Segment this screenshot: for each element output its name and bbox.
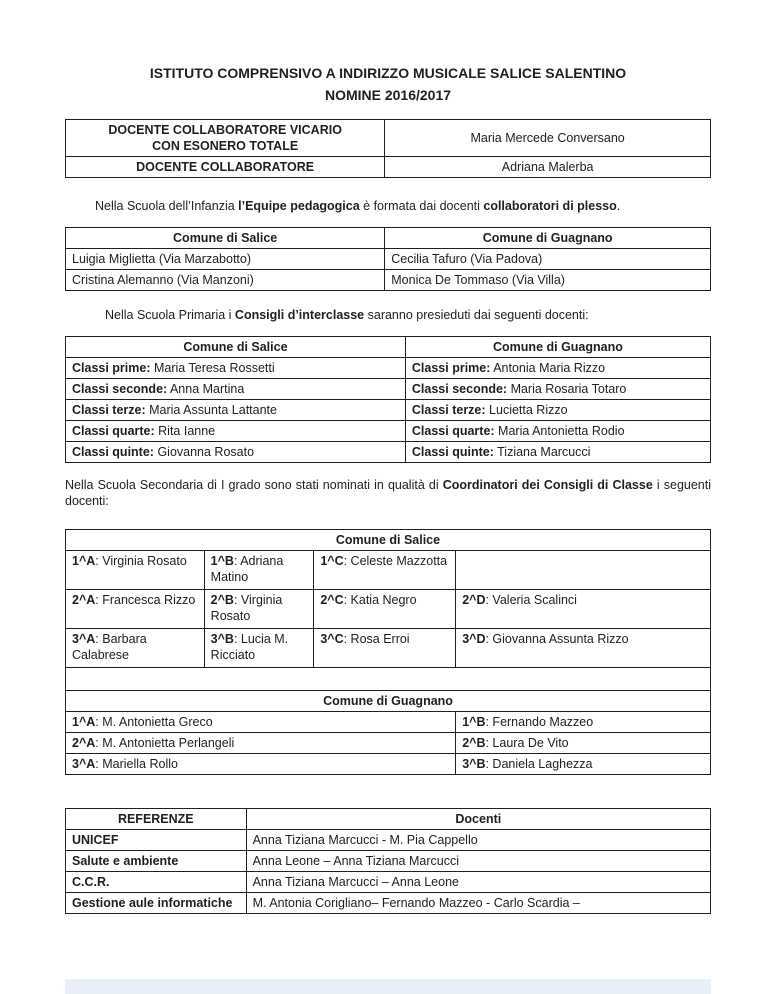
referenza-row — [66, 830, 711, 851]
teacher-name: Anna Martina — [167, 382, 245, 396]
text: è formata dai docenti — [359, 199, 484, 213]
class-coordinator-cell — [66, 379, 406, 400]
staff-roles-table — [65, 119, 711, 178]
coordinator-cell — [456, 733, 711, 754]
teacher-name: : Celeste Mazzotta — [343, 554, 448, 568]
referenza-row — [66, 872, 711, 893]
teacher-cell: Cecilia Tafuro (Via Padova) — [385, 249, 711, 270]
teacher-name: Maria Antonietta Rodio — [494, 424, 625, 438]
text: Nella Scuola Secondaria di I grado sono stati nominati in qualità di — [65, 478, 443, 492]
coordinator-cell — [66, 733, 456, 754]
text: . — [616, 199, 621, 213]
class-label: 2^A — [72, 736, 96, 750]
teacher-name: : Valeria Scalinci — [485, 593, 577, 607]
column-header-referenze: REFERENZE — [66, 809, 247, 830]
section-header-salice: Comune di Salice — [66, 530, 711, 551]
text: Nella Scuola dell’Infanzia — [95, 199, 239, 213]
class-label: 1^C — [320, 554, 344, 568]
teacher-name: Rita Ianne — [154, 424, 216, 438]
teacher-name: : Daniela Laghezza — [485, 757, 593, 771]
text: i seguenti docenti: — [65, 478, 711, 508]
empty-cell — [66, 668, 711, 691]
coordinator-cell — [314, 590, 456, 629]
referenza-cell: Gestione aule informatiche — [66, 893, 247, 914]
class-label: 2^B — [210, 593, 234, 607]
class-label: 2^D — [462, 593, 486, 607]
teacher-name: : Adriana Matino — [210, 554, 284, 584]
text: saranno presieduti dai seguenti docenti: — [364, 308, 589, 322]
teacher-name: Lucietta Rizzo — [485, 403, 568, 417]
name-cell: Maria Mercede Conversano — [385, 120, 711, 157]
coordinator-cell — [66, 590, 205, 629]
class-label: Classi seconde: — [72, 382, 168, 396]
table-row — [66, 400, 711, 421]
next-page-table-edge — [65, 979, 711, 994]
referenze-table — [65, 808, 711, 914]
bold-text: l’Equipe pedagogica — [238, 199, 360, 213]
teacher-name: : Giovanna Assunta Rizzo — [485, 632, 629, 646]
teacher-cell: Monica De Tommaso (Via Villa) — [385, 270, 711, 291]
document-content — [65, 0, 711, 914]
class-label: Classi prime: — [411, 361, 491, 375]
table-row — [66, 249, 711, 270]
teacher-cell: Luigia Miglietta (Via Marzabotto) — [66, 249, 385, 270]
class-label: 3^A — [72, 632, 96, 646]
docenti-cell: Anna Leone – Anna Tiziana Marcucci — [246, 851, 710, 872]
coordinator-cell — [66, 754, 456, 775]
teacher-name: : Lucia M. Ricciato — [210, 632, 289, 662]
document-title — [65, 0, 711, 106]
coordinator-cell — [314, 551, 456, 590]
staff-row — [66, 157, 711, 178]
class-label: Classi quarte: — [411, 424, 495, 438]
role-cell: DOCENTE COLLABORATORE VICARIO CON ESONERO TOTALE — [66, 120, 385, 157]
coordinator-cell — [204, 551, 314, 590]
table-row — [66, 358, 711, 379]
class-label: 1^B — [210, 554, 234, 568]
class-label: Classi seconde: — [411, 382, 508, 396]
class-label: 1^B — [462, 715, 486, 729]
spacer-row — [66, 668, 711, 691]
column-header-docenti: Docenti — [246, 809, 710, 830]
secondaria-intro-paragraph — [65, 477, 711, 509]
teacher-name: Maria Teresa Rossetti — [150, 361, 275, 375]
teacher-name: : Katia Negro — [343, 593, 417, 607]
title-line-1: ISTITUTO COMPRENSIVO A INDIRIZZO MUSICALE SALICE SALENTINO — [149, 65, 627, 81]
class-coordinator-cell — [405, 421, 710, 442]
teacher-name: Tiziana Marcucci — [493, 445, 591, 459]
coordinator-row — [66, 551, 711, 590]
teacher-cell: Cristina Alemanno (Via Manzoni) — [66, 270, 385, 291]
bold-text: collaboratori di plesso — [483, 199, 617, 213]
class-label: 3^D — [462, 632, 486, 646]
coordinator-row — [66, 590, 711, 629]
coordinator-cell — [204, 629, 314, 668]
teacher-name: Maria Assunta Lattante — [145, 403, 277, 417]
docenti-cell: M. Antonia Corigliano– Fernando Mazzeo - Carlo Scardia – — [246, 893, 710, 914]
teacher-name: : Virginia Rosato — [210, 593, 283, 623]
role-cell: DOCENTE COLLABORATORE — [66, 157, 385, 178]
name-cell: Adriana Malerba — [385, 157, 711, 178]
coordinator-row — [66, 712, 711, 733]
teacher-name: Maria Rosaria Totaro — [507, 382, 627, 396]
section-header-guagnano: Comune di Guagnano — [66, 691, 711, 712]
class-coordinator-cell — [405, 400, 710, 421]
class-label: 2^B — [462, 736, 486, 750]
coordinator-cell — [66, 629, 205, 668]
bold-text: Coordinatori dei Consigli di Classe — [442, 478, 653, 492]
primaria-interclasse-table — [65, 336, 711, 463]
class-label: Classi prime: — [72, 361, 151, 375]
class-coordinator-cell — [66, 442, 406, 463]
class-coordinator-cell — [405, 442, 710, 463]
coordinator-cell — [66, 551, 205, 590]
table-row — [66, 442, 711, 463]
class-label: Classi quarte: — [72, 424, 155, 438]
referenza-cell: C.C.R. — [66, 872, 247, 893]
teacher-name: : Barbara Calabrese — [72, 632, 147, 662]
class-label: Classi quinte: — [72, 445, 154, 459]
coordinator-cell — [456, 629, 711, 668]
teacher-name: : Laura De Vito — [485, 736, 569, 750]
class-label: 3^B — [210, 632, 234, 646]
primaria-intro-paragraph — [65, 307, 711, 323]
class-coordinator-cell — [66, 421, 406, 442]
class-label: Classi terze: — [411, 403, 486, 417]
coordinator-cell — [456, 754, 711, 775]
class-label: Classi quinte: — [411, 445, 494, 459]
coordinator-cell — [66, 712, 456, 733]
coordinator-cell — [456, 712, 711, 733]
text: Nella Scuola Primaria i — [105, 308, 235, 322]
table-row — [66, 421, 711, 442]
coordinator-row — [66, 629, 711, 668]
secondaria-coordinatori-table — [65, 529, 711, 775]
teacher-name: : M. Antonietta Greco — [95, 715, 213, 729]
class-label: 3^C — [320, 632, 344, 646]
coordinator-row — [66, 733, 711, 754]
coordinator-cell — [456, 590, 711, 629]
column-header-salice: Comune di Salice — [66, 228, 385, 249]
docenti-cell: Anna Tiziana Marcucci - M. Pia Cappello — [246, 830, 710, 851]
infanzia-plesso-table — [65, 227, 711, 291]
infanzia-intro-paragraph — [65, 198, 711, 214]
class-label: 1^A — [72, 715, 96, 729]
class-coordinator-cell — [66, 400, 406, 421]
teacher-name: : Fernando Mazzeo — [485, 715, 594, 729]
teacher-name: : Francesca Rizzo — [95, 593, 196, 607]
column-header-salice: Comune di Salice — [66, 337, 406, 358]
referenza-row — [66, 851, 711, 872]
class-coordinator-cell — [66, 358, 406, 379]
teacher-name: Antonia Maria Rizzo — [490, 361, 606, 375]
teacher-name: : Mariella Rollo — [95, 757, 178, 771]
coordinator-row — [66, 754, 711, 775]
section-header-row — [66, 530, 711, 551]
table-row — [66, 379, 711, 400]
section-header-row — [66, 691, 711, 712]
class-label: 3^A — [72, 757, 96, 771]
table-header-row — [66, 809, 711, 830]
class-label: 2^A — [72, 593, 96, 607]
class-label: 2^C — [320, 593, 344, 607]
referenza-row — [66, 893, 711, 914]
teacher-name: : M. Antonietta Perlangeli — [95, 736, 235, 750]
teacher-name: : Virginia Rosato — [95, 554, 187, 568]
class-label: 3^B — [462, 757, 486, 771]
column-header-guagnano: Comune di Guagnano — [405, 337, 710, 358]
coordinator-cell — [204, 590, 314, 629]
coordinator-cell — [314, 629, 456, 668]
table-header-row — [66, 228, 711, 249]
teacher-name: : Rosa Erroi — [343, 632, 410, 646]
staff-row — [66, 120, 711, 157]
docenti-cell: Anna Tiziana Marcucci – Anna Leone — [246, 872, 710, 893]
referenza-cell: UNICEF — [66, 830, 247, 851]
title-line-2: NOMINE 2016/2017 — [324, 87, 452, 103]
table-header-row — [66, 337, 711, 358]
referenza-cell: Salute e ambiente — [66, 851, 247, 872]
teacher-name: Giovanna Rosato — [153, 445, 255, 459]
table-row — [66, 270, 711, 291]
bold-text: Consigli d’interclasse — [234, 308, 365, 322]
column-header-guagnano: Comune di Guagnano — [385, 228, 711, 249]
class-label: 1^A — [72, 554, 96, 568]
coordinator-cell — [456, 551, 711, 590]
class-coordinator-cell — [405, 379, 710, 400]
class-label: Classi terze: — [72, 403, 146, 417]
class-coordinator-cell — [405, 358, 710, 379]
